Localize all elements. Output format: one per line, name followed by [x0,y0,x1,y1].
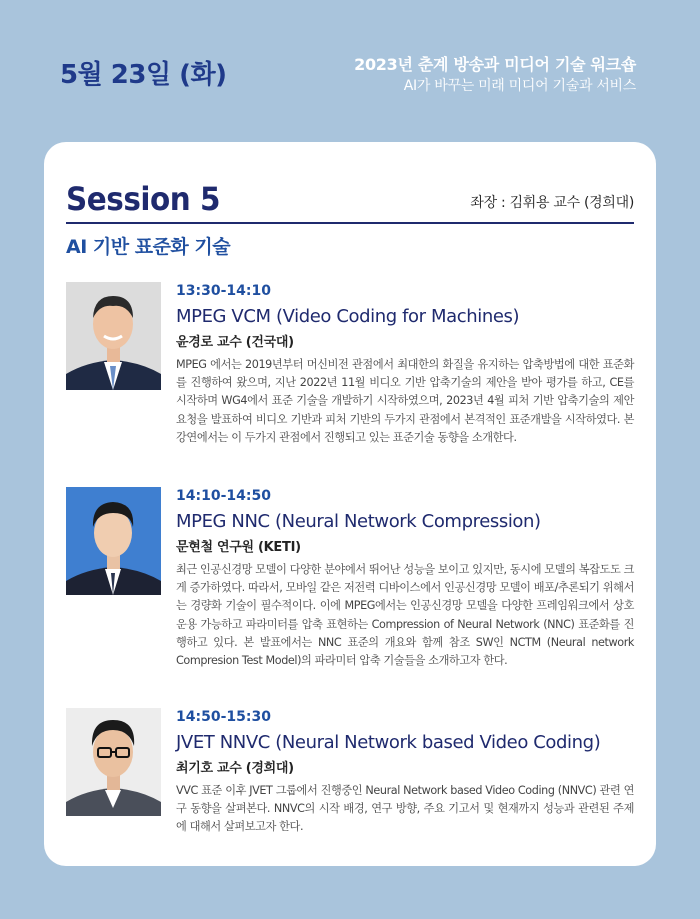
talk-time: 13:30-14:10 [176,283,271,299]
talk-title: JVET NNVC (Neural Network based Video Coding) [176,732,601,753]
talk-speaker: 윤경로 교수 (건국대) [176,335,294,350]
talk-item [66,708,634,848]
talk-speaker: 최기호 교수 (경희대) [176,761,294,776]
talk-title: MPEG NNC (Neural Network Compression) [176,511,541,532]
speaker-photo [66,708,161,816]
title-divider [66,222,634,224]
session-chair: 좌장 : 김휘용 교수 (경희대) [470,195,634,211]
talk-title: MPEG VCM (Video Coding for Machines) [176,306,520,327]
event-header [354,54,636,96]
header-date: 5월 23일 (화) [60,60,227,90]
session-card [44,142,656,866]
session-title: Session 5 [66,180,221,218]
event-subtitle: AI가 바꾸는 미래 미디어 기술과 서비스 [403,78,636,94]
talk-description: VVC 표준 이후 JVET 그룹에서 진행중인 Neural Network based Video Coding (NNVC) 관련 연구 동향을 살펴본다. NNVC의 시작 배경, 연구 방향, 주요 기고서 및 현재까지 성능과 관련된 주제에 대해서 살펴보고자 한다. [176,784,634,834]
talk-item [66,282,634,462]
talk-body [176,708,634,837]
speaker-photo [66,487,161,595]
talk-body [176,487,634,670]
talk-speaker: 문현철 연구원 (KETI) [176,540,301,555]
speaker-photo [66,282,161,390]
talk-item [66,487,634,687]
talk-description: 최근 인공신경망 모델이 다양한 분야에서 뛰어난 성능을 보이고 있지만, 동시에 모델의 복잡도도 크게 증가하였다. 따라서, 모바일 같은 저전력 디바이스에서 인공신경망 모델이 배포/추론되기 위해서는 경량화 기술이 필수적이다. 이에 MPEG에서는 인공신경망 모델을 다양한 프레임워크에서 상호운용 가능하고 파라미터를 압축 표현하는 Compression of Neural Network (NNC) 표준화를 진행하고 있다. 본 발표에서는 NNC 표준의 개요와 함께 참조 SW인 NCTM (Neural network Compresion Test Model)의 파라미터 압축 기술들을 소개하고자 한다. [176,563,634,668]
talk-time: 14:50-15:30 [176,709,271,725]
session-subtitle: AI 기반 표준화 기술 [66,236,231,258]
talk-body [176,282,634,447]
talk-time: 14:10-14:50 [176,488,271,504]
talk-description: MPEG 에서는 2019년부터 머신비전 관점에서 최대한의 화질을 유지하는 압축방법에 대한 표준화를 진행하여 왔으며, 지난 2022년 11월 비디오 기반 압축기술의 제안을 받아 평가를 하고, CE를 시작하며 WG4에서 표준 기술을 개발하기 시작하였으며, 2023년 4월 피처 기반 압축기술의 제안요청을 발표하여 비디오 기반과 피처 기반의 두가지 관점에서 본격적인 표준개발을 시작하였다. 본 강연에서는 이 두가지 관점에서 진행되고 있는 표준기술 동향을 소개한다. [176,358,634,444]
event-title: 2023년 춘계 방송과 미디어 기술 워크숍 [354,55,636,74]
